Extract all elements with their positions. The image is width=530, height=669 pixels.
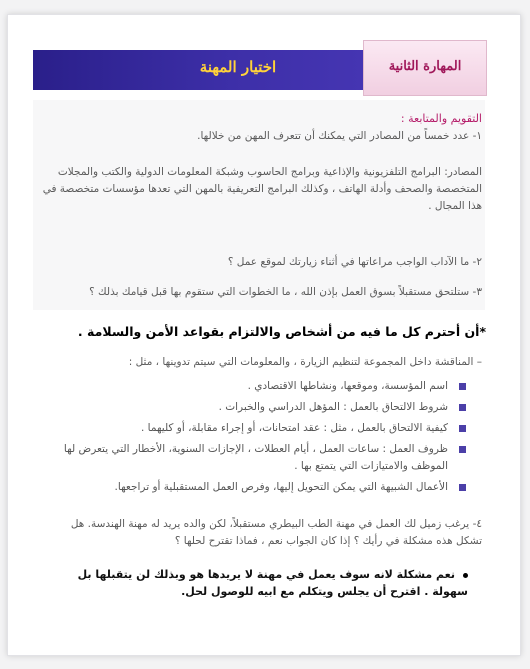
list-item: الأعمال الشبيهة التي يمكن التحويل إليها، وفرص العمل المستقبلية أو تراجعها. bbox=[56, 479, 466, 496]
list-item: اسم المؤسسة، وموقعها، ونشاطها الاقتصادي . bbox=[56, 378, 466, 395]
bullet-dot-icon bbox=[463, 573, 468, 578]
question-1: ١- عدد خمساً من المصادر التي يمكنك أن تتعرف المهن من خلالها. bbox=[197, 130, 482, 142]
square-bullet-icon bbox=[459, 446, 466, 453]
list-item: شروط الالتحاق بالعمل : المؤهل الدراسي والخبرات . bbox=[56, 399, 466, 416]
evaluation-heading: التقويم والمتابعة : bbox=[400, 112, 482, 125]
square-bullet-icon bbox=[459, 383, 466, 390]
square-bullet-icon bbox=[459, 404, 466, 411]
answer-text: نعم مشكلة لانه سوف يعمل في مهنة لا يريدها هو وبذلك لن يتقبلها بل سهولة . اقترح أن يجلس ويتكلم مع ابيه للوصول لحل. bbox=[77, 568, 468, 598]
discussion-list bbox=[56, 378, 466, 500]
list-item: ظروف العمل : ساعات العمل ، أيام العطلات ، الإجازات السنوية، الأخطار التي يتعرض لها الموظف والامتيازات التي يتمتع بها . bbox=[56, 441, 466, 475]
square-bullet-icon bbox=[459, 484, 466, 491]
square-bullet-icon bbox=[459, 425, 466, 432]
sources-paragraph: المصادر: البرامج التلفزيونية والإذاعية وبرامج الحاسوب وشبكة المعلومات الدولية والكتب والمجلات المتخصصة والصحف وأدلة الهاتف ، وكذلك البرامج التعريفية بالمهن التي تعدها مؤسسات متخصصة في هذا المجال . bbox=[42, 166, 482, 212]
question-2: ٢- ما الآداب الواجب مراعاتها في أثناء زيارتك لموقع عمل ؟ bbox=[227, 256, 482, 268]
question-4: ٤- يرغب زميل لك العمل في مهنة الطب البيطري مستقبلاً، لكن والده يريد له مهنة الهندسة. هل تشكل هذه مشكلة في رأيك ؟ إذا كان الجواب نعم ، فماذا تقترح لحلها ؟ bbox=[70, 518, 482, 547]
discussion-intro: – المناقشة داخل المجموعة لتنظيم الزيارة ، والمعلومات التي سيتم تدوينها ، مثل : bbox=[128, 356, 482, 368]
header-banner bbox=[33, 38, 485, 94]
skill-label-box bbox=[363, 40, 487, 96]
list-item: كيفية الالتحاق بالعمل ، مثل : عقد امتحانات، أو إجراء مقابلة، أو كليهما . bbox=[56, 420, 466, 437]
banner-title: اختيار المهنة bbox=[199, 58, 277, 76]
skill-label: المهارة الثانية bbox=[388, 59, 462, 74]
question-3: ٣- ستلتحق مستقبلاً بسوق العمل بإذن الله ، ما الخطوات التي ستقوم بها قبل قيامك بذلك ؟ bbox=[89, 286, 482, 298]
highlight-statement: *أن أحترم كل ما فيه من أشخاص والالتزام بقواعد الأمن والسلامة . bbox=[77, 324, 486, 339]
